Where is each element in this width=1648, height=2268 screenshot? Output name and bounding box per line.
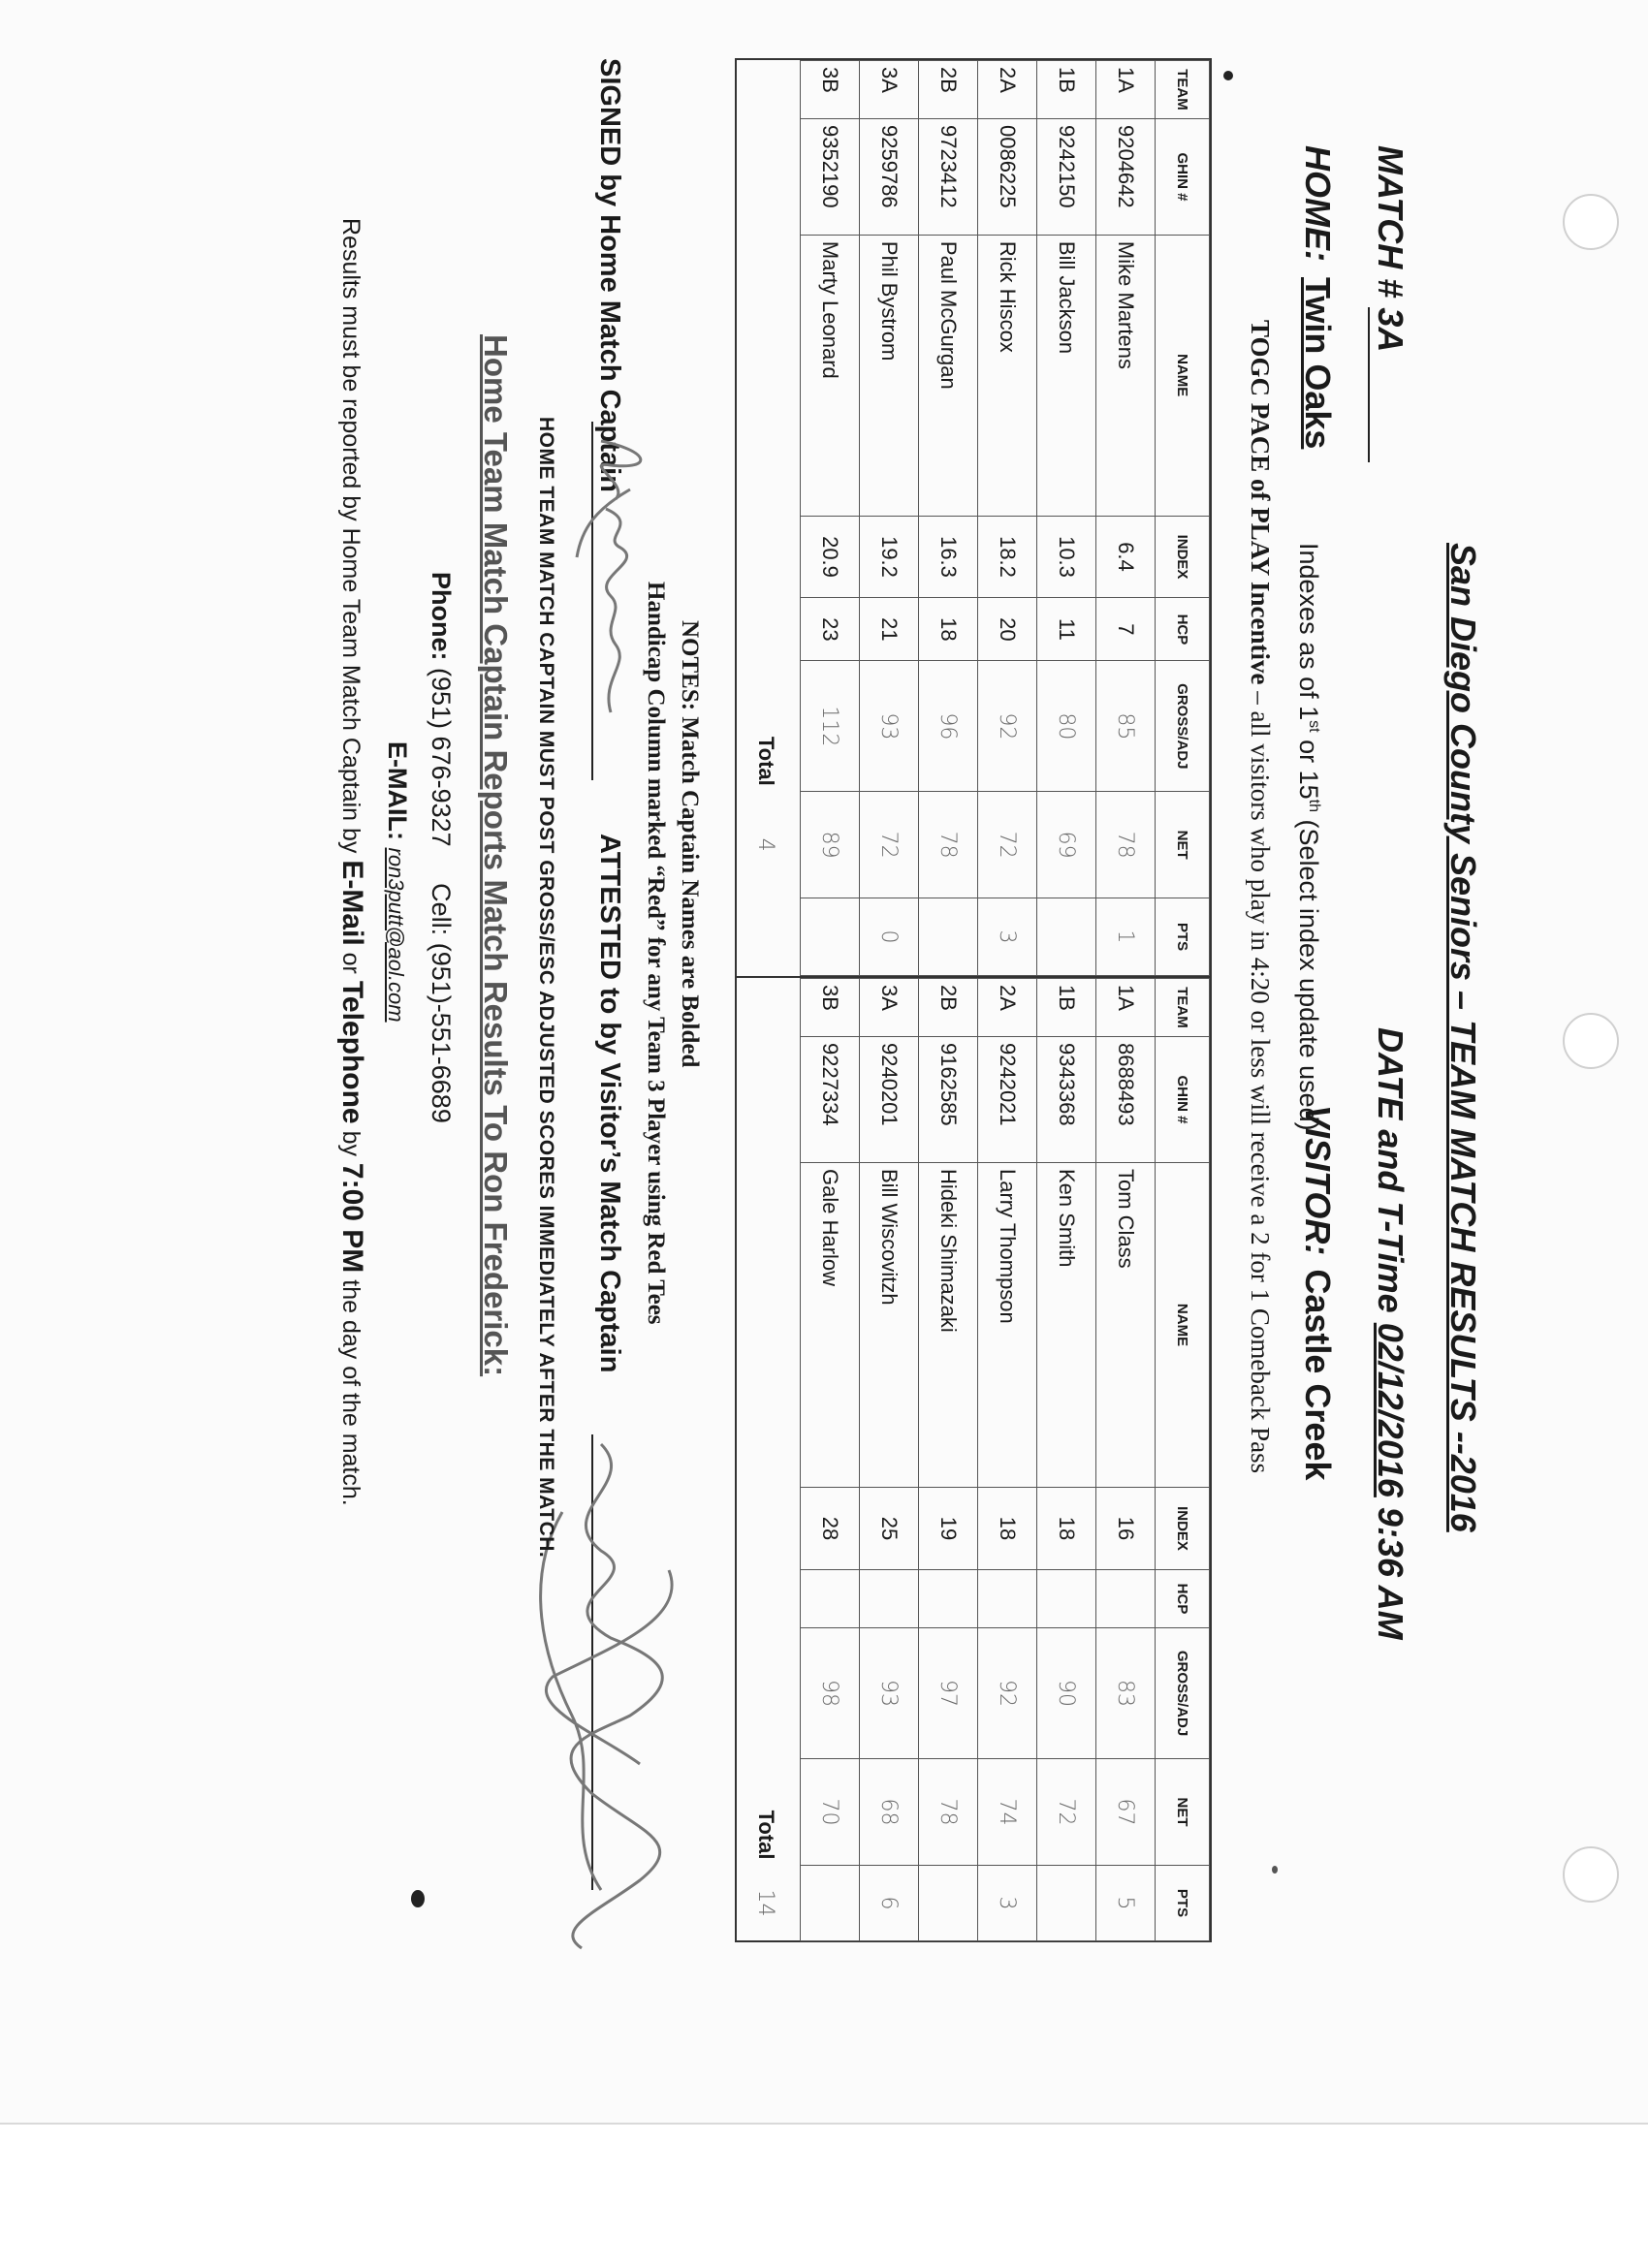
index-cell: 19 bbox=[919, 1488, 978, 1570]
gross-cell: 96 bbox=[919, 661, 978, 792]
name-cell: Phil Bystrom bbox=[860, 235, 919, 516]
index-cell: 28 bbox=[801, 1488, 860, 1570]
header-row bbox=[1156, 61, 1210, 976]
name-cell: Mike Martens bbox=[1096, 235, 1156, 516]
ghin-cell: 9162585 bbox=[919, 1037, 978, 1163]
col-index: INDEX bbox=[1156, 1488, 1210, 1570]
col-pts: PTS bbox=[1156, 898, 1210, 976]
net-cell: 69 bbox=[1037, 792, 1096, 898]
notes-line-2: Handicap Column marked “Red” for any Team 3 Player using Red Tees bbox=[643, 582, 669, 1325]
ghin-cell: 9242150 bbox=[1037, 118, 1096, 235]
table-row bbox=[860, 61, 919, 976]
match-value: 3A bbox=[1368, 307, 1410, 462]
col-net: NET bbox=[1156, 1759, 1210, 1866]
name-cell: Larry Thompson bbox=[978, 1163, 1037, 1488]
table-row bbox=[860, 979, 919, 1941]
indexes-note: Indexes as of 1st or 15th (Select index update used) bbox=[1294, 543, 1323, 1131]
incentive-title: TOGC PACE of PLAY Incentive bbox=[1246, 320, 1275, 685]
date-time bbox=[1370, 1027, 1410, 1640]
gross-cell: 92 bbox=[978, 1628, 1037, 1759]
pts-cell: 3 bbox=[978, 1866, 1037, 1941]
net-cell: 72 bbox=[978, 792, 1037, 898]
team-cell: 2A bbox=[978, 61, 1037, 119]
scan-margin bbox=[0, 2123, 1648, 2268]
ghin-cell: 8688493 bbox=[1096, 1037, 1156, 1163]
col-net: NET bbox=[1156, 792, 1210, 898]
report-results-heading: Home Team Match Captain Reports Match Results To Ron Frederick: bbox=[478, 334, 514, 1377]
visitor-label: VISITOR: bbox=[1298, 1105, 1338, 1256]
table-row bbox=[978, 61, 1037, 976]
table-row bbox=[1037, 61, 1096, 976]
notes-line-1: NOTES: Match Captain Names are Bolded bbox=[677, 620, 703, 1068]
team-cell: 1A bbox=[1096, 61, 1156, 119]
visitor-rows bbox=[732, 979, 1156, 1941]
email-label: E-MAIL: bbox=[383, 741, 412, 840]
incentive-text: – all visitors who play in 4:20 or less will receive a 2 for 1 Comeback Pass bbox=[1246, 684, 1275, 1474]
ghin-cell: 9242021 bbox=[978, 1037, 1037, 1163]
name-cell: Rick Hiscox bbox=[978, 235, 1037, 516]
name-cell: Bill Jackson bbox=[1037, 235, 1096, 516]
ghin-cell: 9240201 bbox=[860, 1037, 919, 1163]
date-label: DATE and T-Time bbox=[1371, 1027, 1410, 1313]
col-hcp: HCP bbox=[1156, 1570, 1210, 1628]
signed-label: SIGNED by Home Match Captain bbox=[594, 58, 625, 492]
home-table bbox=[732, 60, 1210, 976]
ghin-cell: 0086225 bbox=[978, 118, 1037, 235]
pts-cell: 0 bbox=[860, 898, 919, 976]
ghin-cell: 9352190 bbox=[801, 118, 860, 235]
hcp-cell: 21 bbox=[860, 598, 919, 661]
phone-value: (951) 676-9327 bbox=[427, 668, 456, 847]
pts-cell bbox=[1037, 1866, 1096, 1941]
team-cell: 1A bbox=[1096, 979, 1156, 1037]
net-cell: 67 bbox=[1096, 1759, 1156, 1866]
gross-cell: 98 bbox=[801, 1628, 860, 1759]
col-team: TEAM bbox=[1156, 61, 1210, 119]
date-value: 02/12/2016 bbox=[1371, 1322, 1410, 1497]
index-cell: 16 bbox=[1096, 1488, 1156, 1570]
hcp-cell bbox=[1037, 1570, 1096, 1628]
ghin-cell: 9723412 bbox=[919, 118, 978, 235]
visitor-table bbox=[732, 978, 1210, 1941]
empty-cell bbox=[732, 898, 801, 976]
index-cell: 18.2 bbox=[978, 516, 1037, 598]
pts-cell bbox=[919, 898, 978, 976]
col-pts: PTS bbox=[1156, 1866, 1210, 1941]
hcp-cell: 7 bbox=[1096, 598, 1156, 661]
incentive-note bbox=[1245, 320, 1275, 1473]
contact-phones bbox=[426, 572, 456, 1123]
table-row bbox=[978, 979, 1037, 1941]
table-row bbox=[1037, 979, 1096, 1941]
hcp-cell bbox=[919, 1570, 978, 1628]
team-cell: 2B bbox=[919, 979, 978, 1037]
gross-cell: 93 bbox=[860, 661, 919, 792]
index-cell: 6.4 bbox=[1096, 516, 1156, 598]
pts-cell bbox=[1037, 898, 1096, 976]
home-label: HOME: bbox=[1298, 145, 1338, 262]
hcp-cell: 18 bbox=[919, 598, 978, 661]
net-cell: 89 bbox=[801, 792, 860, 898]
phone-label: Phone: bbox=[427, 572, 456, 661]
gross-cell: 85 bbox=[1096, 661, 1156, 792]
index-cell: 18 bbox=[978, 1488, 1037, 1570]
team-cell: 3A bbox=[860, 979, 919, 1037]
ghin-cell: 9204642 bbox=[1096, 118, 1156, 235]
total-label: Total bbox=[754, 1810, 778, 1860]
gross-cell: 92 bbox=[978, 661, 1037, 792]
hcp-cell: 11 bbox=[1037, 598, 1096, 661]
pts-cell bbox=[919, 1866, 978, 1941]
match-label: MATCH # bbox=[1371, 145, 1410, 299]
cell-value: (951)-551-6689 bbox=[427, 942, 456, 1123]
hcp-cell bbox=[978, 1570, 1037, 1628]
hcp-cell: 23 bbox=[801, 598, 860, 661]
name-cell: Paul McGurgan bbox=[919, 235, 978, 516]
visitor-total: 14 bbox=[753, 1889, 778, 1917]
net-cell: 78 bbox=[919, 792, 978, 898]
col-hcp: HCP bbox=[1156, 598, 1210, 661]
reporting-deadline bbox=[335, 218, 368, 1506]
name-cell: Hideki Shimazaki bbox=[919, 1163, 978, 1488]
home-value: Twin Oaks bbox=[1298, 277, 1338, 450]
cell-label: Cell: bbox=[427, 883, 456, 936]
col-team: TEAM bbox=[1156, 979, 1210, 1037]
post-scores-note: HOME TEAM MATCH CAPTAIN MUST POST GROSS/ESC ADJUSTED SCORES IMMEDIATELY AFTER THE MATCH. bbox=[535, 417, 557, 1559]
gross-cell: 80 bbox=[1037, 661, 1096, 792]
index-cell: 10.3 bbox=[1037, 516, 1096, 598]
results-post: the day of the match. bbox=[337, 1273, 364, 1506]
col-ghin: GHIN # bbox=[1156, 1037, 1210, 1163]
table-row bbox=[919, 61, 978, 976]
table-row bbox=[1096, 61, 1156, 976]
team-cell: 2B bbox=[919, 61, 978, 119]
net-cell: 74 bbox=[978, 1759, 1037, 1866]
hcp-cell bbox=[801, 1570, 860, 1628]
results-time: 7:00 PM bbox=[336, 1162, 368, 1274]
table-row bbox=[1096, 979, 1156, 1941]
col-gross: GROSS/ADJ bbox=[1156, 1628, 1210, 1759]
name-cell: Gale Harlow bbox=[801, 1163, 860, 1488]
hcp-cell bbox=[860, 1570, 919, 1628]
gross-cell: 97 bbox=[919, 1628, 978, 1759]
index-cell: 25 bbox=[860, 1488, 919, 1570]
results-by: by bbox=[337, 1123, 364, 1163]
net-cell: 68 bbox=[860, 1759, 919, 1866]
visitor-results bbox=[737, 976, 1210, 1942]
match-number bbox=[1368, 145, 1410, 462]
name-cell: Marty Leonard bbox=[801, 235, 860, 516]
pts-cell bbox=[801, 898, 860, 976]
index-cell: 19.2 bbox=[860, 516, 919, 598]
col-index: INDEX bbox=[1156, 516, 1210, 598]
results-table bbox=[735, 58, 1212, 1942]
team-cell: 2A bbox=[978, 979, 1037, 1037]
ghin-cell: 9259786 bbox=[860, 118, 919, 235]
results-email: E-Mail bbox=[336, 860, 368, 946]
col-name: NAME bbox=[1156, 235, 1210, 516]
home-total: 4 bbox=[753, 837, 778, 852]
total-label: Total bbox=[754, 736, 778, 786]
results-text: Results must be reported by Home Team Match Captain by bbox=[337, 218, 364, 861]
attested-label: ATTESTED to by Visitor’s Match Captain bbox=[594, 834, 625, 1373]
hcp-cell: 20 bbox=[978, 598, 1037, 661]
index-cell: 16.3 bbox=[919, 516, 978, 598]
gross-cell: 90 bbox=[1037, 1628, 1096, 1759]
results-or: or bbox=[337, 945, 364, 981]
col-ghin: GHIN # bbox=[1156, 118, 1210, 235]
pts-cell: 5 bbox=[1096, 1866, 1156, 1941]
header-row bbox=[1156, 979, 1210, 1941]
home-signature bbox=[572, 431, 669, 761]
col-gross: GROSS/ADJ bbox=[1156, 661, 1210, 792]
home-team bbox=[1297, 145, 1338, 449]
gross-cell: 93 bbox=[860, 1628, 919, 1759]
net-cell: 78 bbox=[919, 1759, 978, 1866]
time-value: 9:36 AM bbox=[1371, 1506, 1410, 1640]
team-cell: 3A bbox=[860, 61, 919, 119]
table-row bbox=[801, 979, 860, 1941]
home-results bbox=[737, 60, 1210, 976]
name-cell: Bill Wiscovitzh bbox=[860, 1163, 919, 1488]
gross-cell: 112 bbox=[801, 661, 860, 792]
pts-cell: 1 bbox=[1096, 898, 1156, 976]
index-cell: 20.9 bbox=[801, 516, 860, 598]
pts-cell bbox=[801, 1866, 860, 1941]
net-cell: 78 bbox=[1096, 792, 1156, 898]
ghin-cell: 9343368 bbox=[1037, 1037, 1096, 1163]
visitor-team bbox=[1297, 1105, 1338, 1481]
net-cell: 72 bbox=[860, 792, 919, 898]
email-value: ron3putt@aol.com bbox=[384, 847, 408, 1023]
index-cell: 18 bbox=[1037, 1488, 1096, 1570]
contact-email bbox=[382, 741, 412, 1023]
col-name: NAME bbox=[1156, 1163, 1210, 1488]
team-cell: 1B bbox=[1037, 61, 1096, 119]
table-row bbox=[801, 61, 860, 976]
team-cell: 3B bbox=[801, 61, 860, 119]
ghin-cell: 9227334 bbox=[801, 1037, 860, 1163]
total-row bbox=[732, 61, 801, 976]
team-cell: 3B bbox=[801, 979, 860, 1037]
gross-cell: 83 bbox=[1096, 1628, 1156, 1759]
team-cell: 1B bbox=[1037, 979, 1096, 1037]
results-telephone: Telephone bbox=[336, 980, 368, 1124]
hcp-cell bbox=[1096, 1570, 1156, 1628]
name-cell: Ken Smith bbox=[1037, 1163, 1096, 1488]
home-rows bbox=[732, 61, 1156, 976]
pts-cell: 6 bbox=[860, 1866, 919, 1941]
net-cell: 70 bbox=[801, 1759, 860, 1866]
name-cell: Tom Class bbox=[1096, 1163, 1156, 1488]
page-title: San Diego County Seniors – TEAM MATCH RESULTS --2016 bbox=[1443, 543, 1483, 1532]
visitor-value: Castle Creek bbox=[1298, 1269, 1338, 1481]
net-cell: 72 bbox=[1037, 1759, 1096, 1866]
table-row bbox=[919, 979, 978, 1941]
pts-cell: 3 bbox=[978, 898, 1037, 976]
